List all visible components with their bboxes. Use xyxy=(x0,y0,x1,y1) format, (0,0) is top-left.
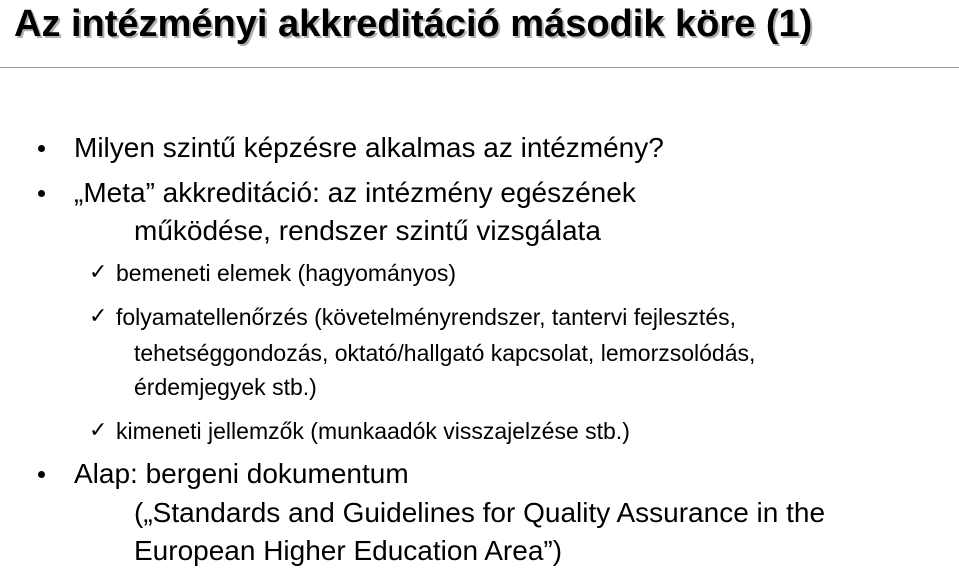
checkmark-icon: ✓ xyxy=(89,260,108,285)
checkmark-icon: ✓ xyxy=(89,304,108,329)
subitem-2-line-2: tehetséggondozás, oktató/hallgató kapcsolat, lemorzsolódás, xyxy=(134,340,756,366)
bullet-1-line-1: Milyen szintű képzésre alkalmas az intézmény? xyxy=(74,132,664,163)
subitem-3-line-1: kimeneti jellemzők (munkaadók visszajelzése stb.) xyxy=(116,418,630,444)
bullet-3-line-2: („Standards and Guidelines for Quality Assurance in the xyxy=(134,497,826,528)
subitem-1-line-1: bemeneti elemek (hagyományos) xyxy=(116,260,457,286)
slide-title: Az intézményi akkreditáció második köre (1) xyxy=(14,3,813,45)
subitem-2-line-1: folyamatellenőrzés (követelményrendszer, tantervi fejlesztés, xyxy=(116,304,737,330)
subitem-2-line-3: érdemjegyek stb.) xyxy=(134,374,317,400)
bullet-dot-icon xyxy=(38,190,45,197)
checkmark-icon: ✓ xyxy=(89,418,108,443)
bullet-dot-icon xyxy=(38,145,45,152)
bullet-2-line-1: „Meta” akkreditáció: az intézmény egészének xyxy=(74,177,636,208)
bullet-2-line-2: működése, rendszer szintű vizsgálata xyxy=(134,215,601,246)
bullet-dot-icon xyxy=(38,471,45,478)
bullet-3-line-3: European Higher Education Area”) xyxy=(134,535,563,566)
title-divider xyxy=(0,67,959,68)
bullet-3-line-1: Alap: bergeni dokumentum xyxy=(74,458,409,489)
